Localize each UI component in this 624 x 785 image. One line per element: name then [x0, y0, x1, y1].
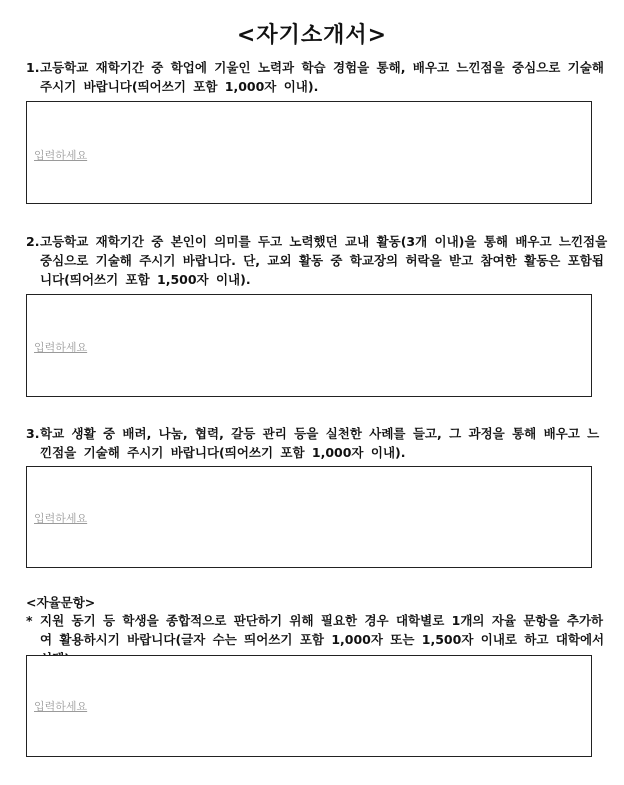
- autonomous-section-label: <자율문항>: [26, 595, 96, 610]
- question-3: [26, 424, 608, 462]
- question-1-text: 고등학교 재학기간 중 학업에 기울인 노력과 학습 경험을 통해, 배우고 느낀점을 중심으로 기술해 주시기 바랍니다(띄어쓰기 포함 1,000자 이내).: [40, 60, 604, 94]
- question-2-text: 고등학교 재학기간 중 본인이 의미를 두고 노력했던 교내 활동(3개 이내)을 통해 배우고 느낀점을 중심으로 기술해 주시기 바랍니다. 단, 교외 활동 중 학교장의 허락을 받고 참여한 활동은 포함됩니다(띄어쓰기 포함 1,500자 이내).: [40, 234, 608, 287]
- question-2-number: 2.: [26, 234, 40, 249]
- page-title: <자기소개서>: [236, 23, 388, 48]
- answer-autonomous-placeholder: 입력하세요: [34, 700, 88, 713]
- answer-box-3[interactable]: [26, 466, 592, 568]
- answer-3-placeholder: 입력하세요: [34, 512, 88, 525]
- question-3-text: 학교 생활 중 배려, 나눔, 협력, 갈등 관리 등을 실천한 사례를 들고, 그 과정을 통해 배우고 느낀점을 기술해 주시기 바랍니다(띄어쓰기 포함 1,000자 이내).: [40, 426, 600, 460]
- answer-2-placeholder: 입력하세요: [34, 341, 88, 354]
- question-3-number: 3.: [26, 426, 40, 441]
- answer-box-1[interactable]: [26, 101, 592, 204]
- question-1-number: 1.: [26, 60, 40, 75]
- answer-box-2[interactable]: [26, 294, 592, 397]
- autonomous-question-text: 지원 동기 등 학생을 종합적으로 판단하기 위해 필요한 경우 대학별로 1개의 자율 문항을 추가하여 활용하시기 바랍니다(글자 수는 띄어쓰기 포함 1,000자 또는 1,500자 이내로 하고 대학에서: [40, 613, 605, 647]
- question-1: [26, 58, 608, 96]
- answer-box-autonomous[interactable]: [26, 655, 592, 757]
- autonomous-bullet: *: [26, 613, 33, 628]
- question-2: [26, 232, 608, 289]
- answer-1-placeholder: 입력하세요: [34, 149, 88, 162]
